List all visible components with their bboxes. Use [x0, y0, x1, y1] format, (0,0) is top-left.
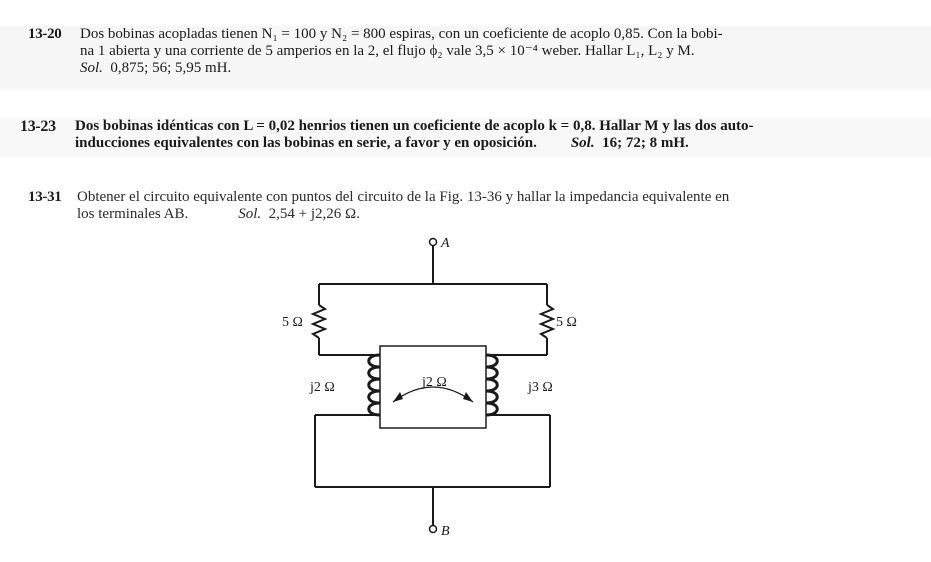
problem-text — [77, 189, 729, 223]
problem-13-31 — [0, 189, 931, 229]
problem-text — [75, 118, 754, 152]
solution-label: Sol. — [570, 135, 595, 151]
solution-label: Sol. — [238, 206, 262, 222]
problem-number: 13-20 — [28, 26, 62, 42]
problem-13-20 — [0, 26, 931, 90]
resistor-left — [313, 305, 325, 338]
problem-line: Obtener el circuito equivalente con puntos del circuito de la Fig. 13-36 y hallar la impedancia equivalente en — [77, 189, 730, 205]
terminal-a — [430, 239, 437, 246]
problem-line-with-solution — [77, 206, 729, 223]
problem-number: 13-23 — [20, 118, 56, 135]
problem-line: los terminales AB. — [77, 206, 189, 222]
solution-label: Sol. — [80, 60, 103, 76]
circuit-figure — [270, 232, 590, 542]
solution-values: 16; 72; 8 mH. — [602, 135, 689, 151]
problem-line: Dos bobinas idénticas con L = 0,02 henrios tienen un coeficiente de acoplo k = 0,8. Hallar M y las dos auto- — [75, 118, 754, 134]
arrowhead-left-icon — [393, 392, 403, 402]
label-coil-right: j3 Ω — [528, 380, 553, 395]
problem-number: 13-31 — [28, 189, 62, 205]
solution-values: 2,54 + j2,26 Ω. — [268, 206, 360, 222]
label-mutual: j2 Ω — [422, 375, 447, 390]
problem-13-23 — [0, 118, 931, 158]
label-resistor-left: 5 Ω — [282, 315, 303, 330]
label-coil-left: j2 Ω — [310, 380, 335, 395]
resistor-right — [541, 305, 553, 338]
solution-values: 0,875; 56; 5,95 mH. — [110, 60, 232, 76]
problem-line: Dos bobinas acopladas tienen N₁ = 100 y N₂ = 800 espiras, con un coeficiente de acoplo 0,85. Con la bobi- — [80, 26, 723, 42]
terminal-b — [430, 526, 437, 533]
problem-text — [80, 26, 723, 77]
coil-right — [486, 355, 497, 415]
solution — [80, 60, 723, 77]
label-terminal-a: A — [441, 236, 450, 251]
label-terminal-b: B — [441, 524, 450, 539]
coil-left — [369, 355, 380, 415]
label-resistor-right: 5 Ω — [556, 315, 577, 330]
problem-line-with-solution — [75, 135, 754, 152]
problem-line: inducciones equivalentes con las bobinas en serie, a favor y en oposición. — [75, 135, 537, 151]
problem-line: na 1 abierta y una corriente de 5 amperios en la 2, el flujo ϕ₂ vale 3,5 × 10⁻⁴ weber. Hallar L₁, L₂ y M. — [80, 43, 695, 59]
arrowhead-right-icon — [463, 392, 473, 402]
